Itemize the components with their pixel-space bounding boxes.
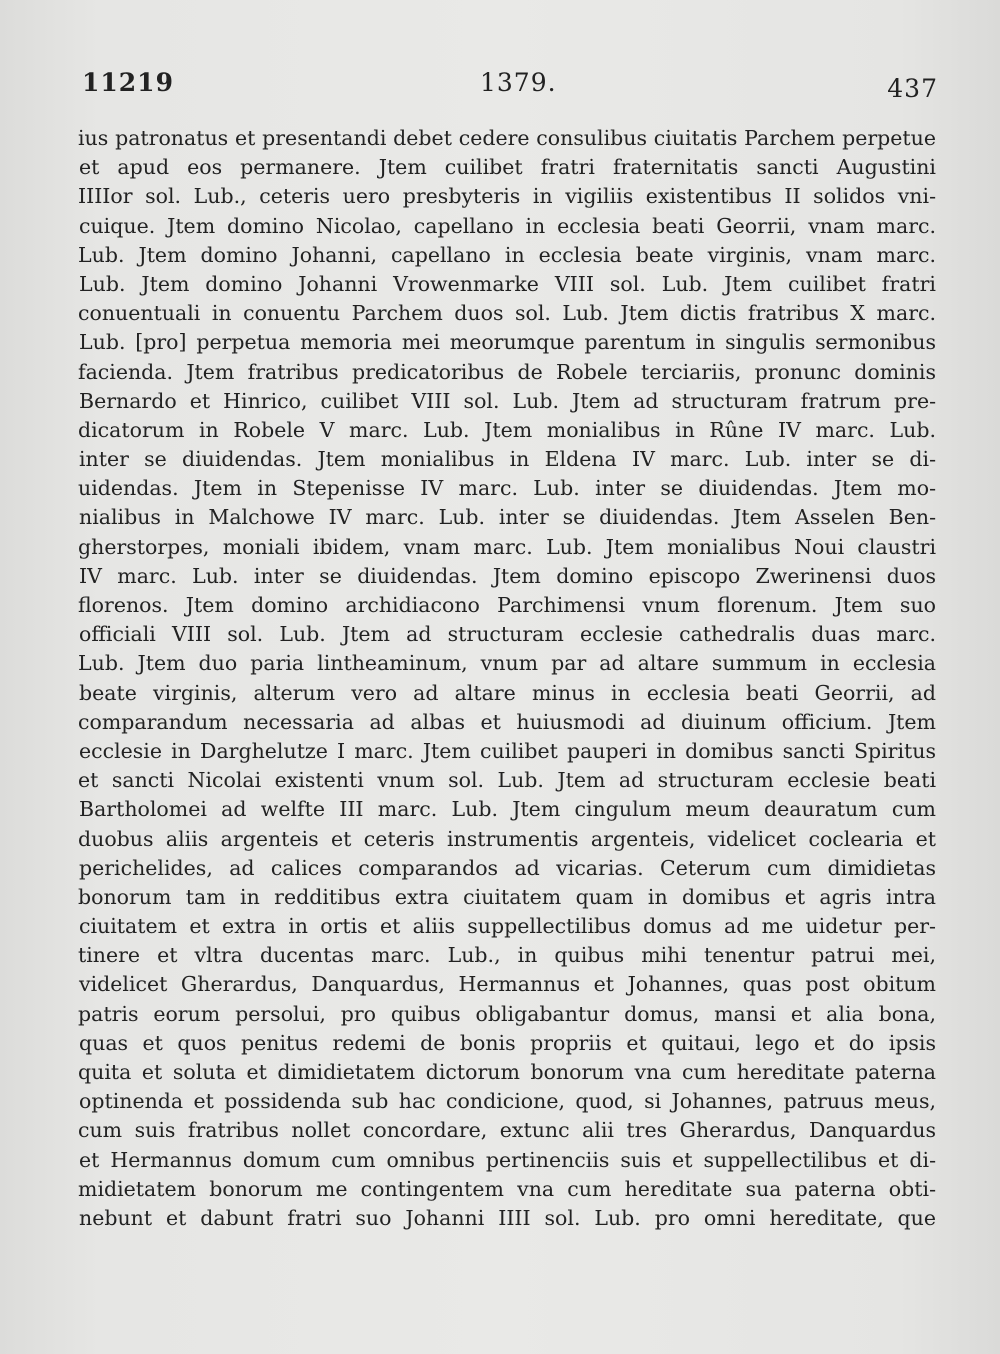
text-line: conuentuali in conuentu Parchem duos sol. Lub. Jtem dictis fratribus X marc. — [78, 301, 936, 326]
text-line: dicatorum in Robele V marc. Lub. Jtem monialibus in Rûne IV marc. Lub. — [78, 417, 936, 442]
text-line: midietatem bonorum me contingentem vna cum hereditate sua paterna obti- — [78, 1176, 936, 1201]
text-line: officiali VIII sol. Lub. Jtem ad structuram ecclesie cathedralis duas marc. — [79, 622, 936, 647]
text-line: et sancti Nicolai existenti vnum sol. Lub. Jtem ad structuram ecclesie beati — [78, 768, 936, 793]
text-line: uidendas. Jtem in Stepenisse IV marc. Lub. inter se diuidendas. Jtem mo- — [78, 476, 936, 501]
text-line: facienda. Jtem fratribus predicatoribus de Robele terciariis, pronunc dominis — [78, 359, 936, 384]
text-line: Lub. Jtem domino Johanni, capellano in ecclesia beate virginis, vnam marc. — [78, 242, 936, 267]
text-line: cum suis fratribus nollet concordare, extunc alii tres Gherardus, Danquardus — [78, 1118, 936, 1143]
text-line: Bernardo et Hinrico, cuilibet VIII sol. Lub. Jtem ad structuram fratrum pre- — [79, 388, 936, 413]
text-line: ciuitatem et extra in ortis et aliis suppellectilibus domus ad me uidetur per- — [79, 914, 936, 939]
text-line: quas et quos penitus redemi de bonis propriis et quitaui, lego et do ipsis — [79, 1030, 936, 1055]
page-number: 437 — [887, 74, 938, 103]
text-line: florenos. Jtem domino archidiacono Parchimensi vnum florenum. Jtem suo — [78, 593, 936, 617]
text-line: Lub. Jtem duo paria lintheaminum, vnum par ad altare summum in ecclesia — [78, 651, 936, 676]
text-line: optinenda et possidenda sub hac condicione, quod, si Johannes, patruus meus, — [79, 1089, 936, 1114]
text-line: ecclesie in Darghelutze I marc. Jtem cuilibet pauperi in domibus sancti Spiritus — [79, 738, 936, 763]
text-line: Bartholomei ad welfte III marc. Lub. Jtem cingulum meum deauratum cum — [79, 797, 936, 822]
document-number: 11219 — [82, 68, 174, 97]
text-line: nebunt et dabunt fratri suo Johanni IIII sol. Lub. pro omni hereditate, que — [79, 1205, 936, 1230]
text-line: bonorum tam in redditibus extra ciuitatem quam in domibus et agris intra — [78, 884, 936, 909]
text-line: comparandum necessaria ad albas et huiusmodi ad diuinum officium. Jtem — [78, 709, 936, 734]
text-line: patris eorum persolui, pro quibus obligabantur domus, mansi et alia bona, — [78, 1001, 936, 1026]
page-header — [82, 62, 938, 102]
text-line: et apud eos permanere. Jtem cuilibet fratri fraternitatis sancti Augustini — [79, 155, 936, 180]
text-line: quita et soluta et dimidietatem dictorum bonorum vna cum hereditate paterna — [78, 1060, 936, 1084]
text-line: cuique. Jtem domino Nicolao, capellano in ecclesia beati Georrii, vnam marc. — [79, 213, 936, 238]
text-line: tinere et vltra ducentas marc. Lub., in quibus mihi tenentur patrui mei, — [78, 943, 936, 968]
text-line: perichelides, ad calices comparandos ad vicarias. Ceterum cum dimidietas — [79, 855, 936, 880]
year-heading: 1379. — [480, 68, 557, 97]
text-line: inter se diuidendas. Jtem monialibus in Eldena IV marc. Lub. inter se di- — [79, 447, 936, 472]
text-line: nialibus in Malchowe IV marc. Lub. inter se diuidendas. Jtem Asselen Ben- — [79, 505, 936, 530]
body-text — [78, 124, 936, 1233]
text-line: duobus aliis argenteis et ceteris instrumentis argenteis, videlicet coclearia et — [78, 826, 936, 851]
text-line: Lub. Jtem domino Johanni Vrowenmarke VIII sol. Lub. Jtem cuilibet fratri — [79, 271, 936, 296]
text-line: gherstorpes, moniali ibidem, vnam marc. Lub. Jtem monialibus Noui claustri — [78, 534, 936, 559]
text-line: IV marc. Lub. inter se diuidendas. Jtem domino episcopo Zwerinensi duos — [79, 563, 936, 588]
text-line: et Hermannus domum cum omnibus pertinenciis suis et suppellectilibus et di- — [79, 1147, 936, 1172]
text-line: IIIIor sol. Lub., ceteris uero presbyteris in vigiliis existentibus II solidos vni- — [78, 184, 936, 209]
text-line: videlicet Gherardus, Danquardus, Hermannus et Johannes, quas post obitum — [79, 972, 936, 997]
text-line: Lub. [pro] perpetua memoria mei meorumque parentum in singulis sermonibus — [79, 330, 936, 355]
text-line: ius patronatus et presentandi debet cedere consulibus ciuitatis Parchem perpetue — [78, 126, 936, 150]
text-line: beate virginis, alterum vero ad altare minus in ecclesia beati Georrii, ad — [79, 680, 936, 705]
